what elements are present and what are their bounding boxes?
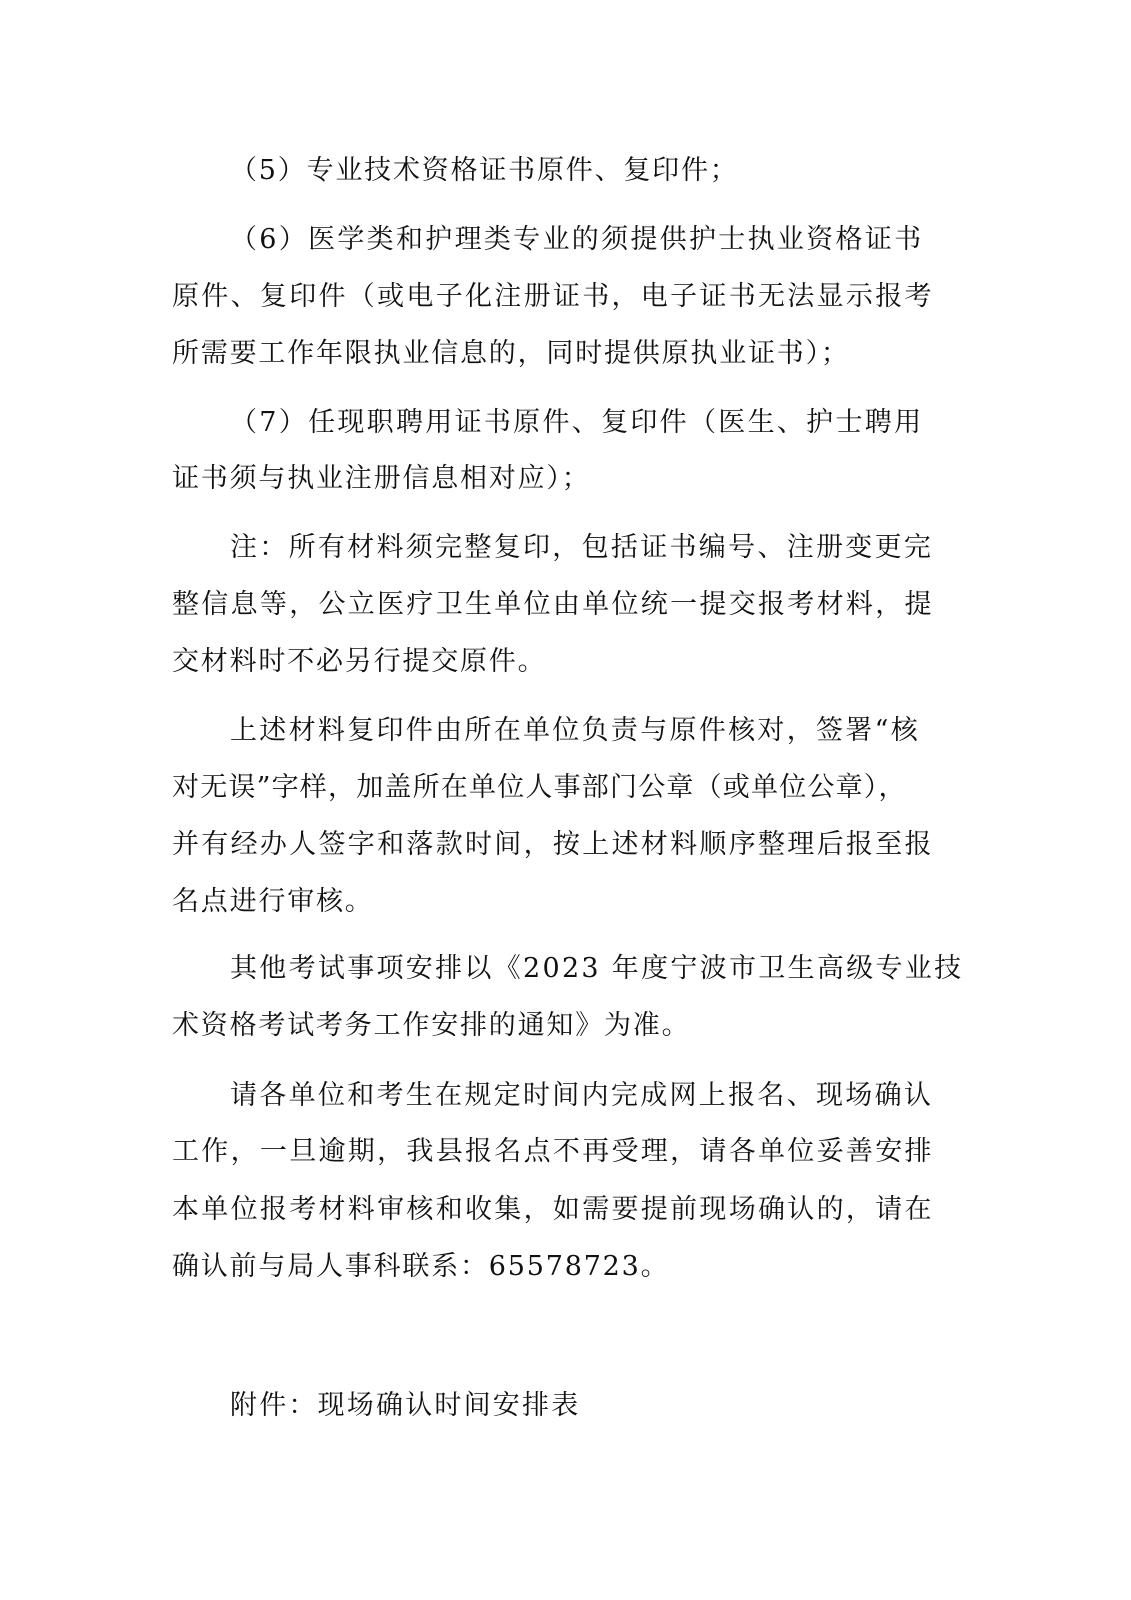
document-line: 并有经办人签字和落款时间，按上述材料顺序整理后报至报 xyxy=(172,829,934,860)
document-line: 交材料时不必另行提交原件。 xyxy=(172,646,547,677)
document-line: 上述材料复印件由所在单位负责与原件核对，签署“核 xyxy=(230,715,921,746)
attachment-line: 附件：现场确认时间安排表 xyxy=(230,1390,581,1421)
document-line: 名点进行审核。 xyxy=(172,886,374,917)
document-line: 本单位报考材料审核和收集，如需要提前现场确认的，请在 xyxy=(172,1194,934,1225)
document-line: 术资格考试考务工作安排的通知》为准。 xyxy=(172,1010,691,1041)
document-line: 注：所有材料须完整复印，包括证书编号、注册变更完 xyxy=(230,532,934,563)
document-line: 确认前与局人事科联系：65578723。 xyxy=(172,1251,670,1282)
document-line: 所需要工作年限执业信息的，同时提供原执业证书）； xyxy=(172,338,850,369)
document-line: 工作，一旦逾期，我县报名点不再受理，请各单位妥善安排 xyxy=(172,1136,934,1167)
document-line: 对无误”字样，加盖所在单位人事部门公章（或单位公章）， xyxy=(172,772,907,803)
document-line: 原件、复印件（或电子化注册证书，电子证书无法显示报考 xyxy=(172,281,934,312)
document-line: 证书须与执业注册信息相对应）； xyxy=(172,463,591,494)
document-line: （7）任现职聘用证书原件、复印件（医生、护士聘用 xyxy=(230,407,924,438)
document-line: （6）医学类和护理类专业的须提供护士执业资格证书 xyxy=(230,224,924,255)
document-line: 其他考试事项安排以《2023 年度宁波市卫生高级专业技 xyxy=(230,953,964,984)
document-line: 请各单位和考生在规定时间内完成网上报名、现场确认 xyxy=(230,1080,934,1111)
document-line: （5）专业技术资格证书原件、复印件； xyxy=(230,155,739,186)
document-line: 整信息等，公立医疗卫生单位由单位统一提交报考材料，提 xyxy=(172,589,934,620)
